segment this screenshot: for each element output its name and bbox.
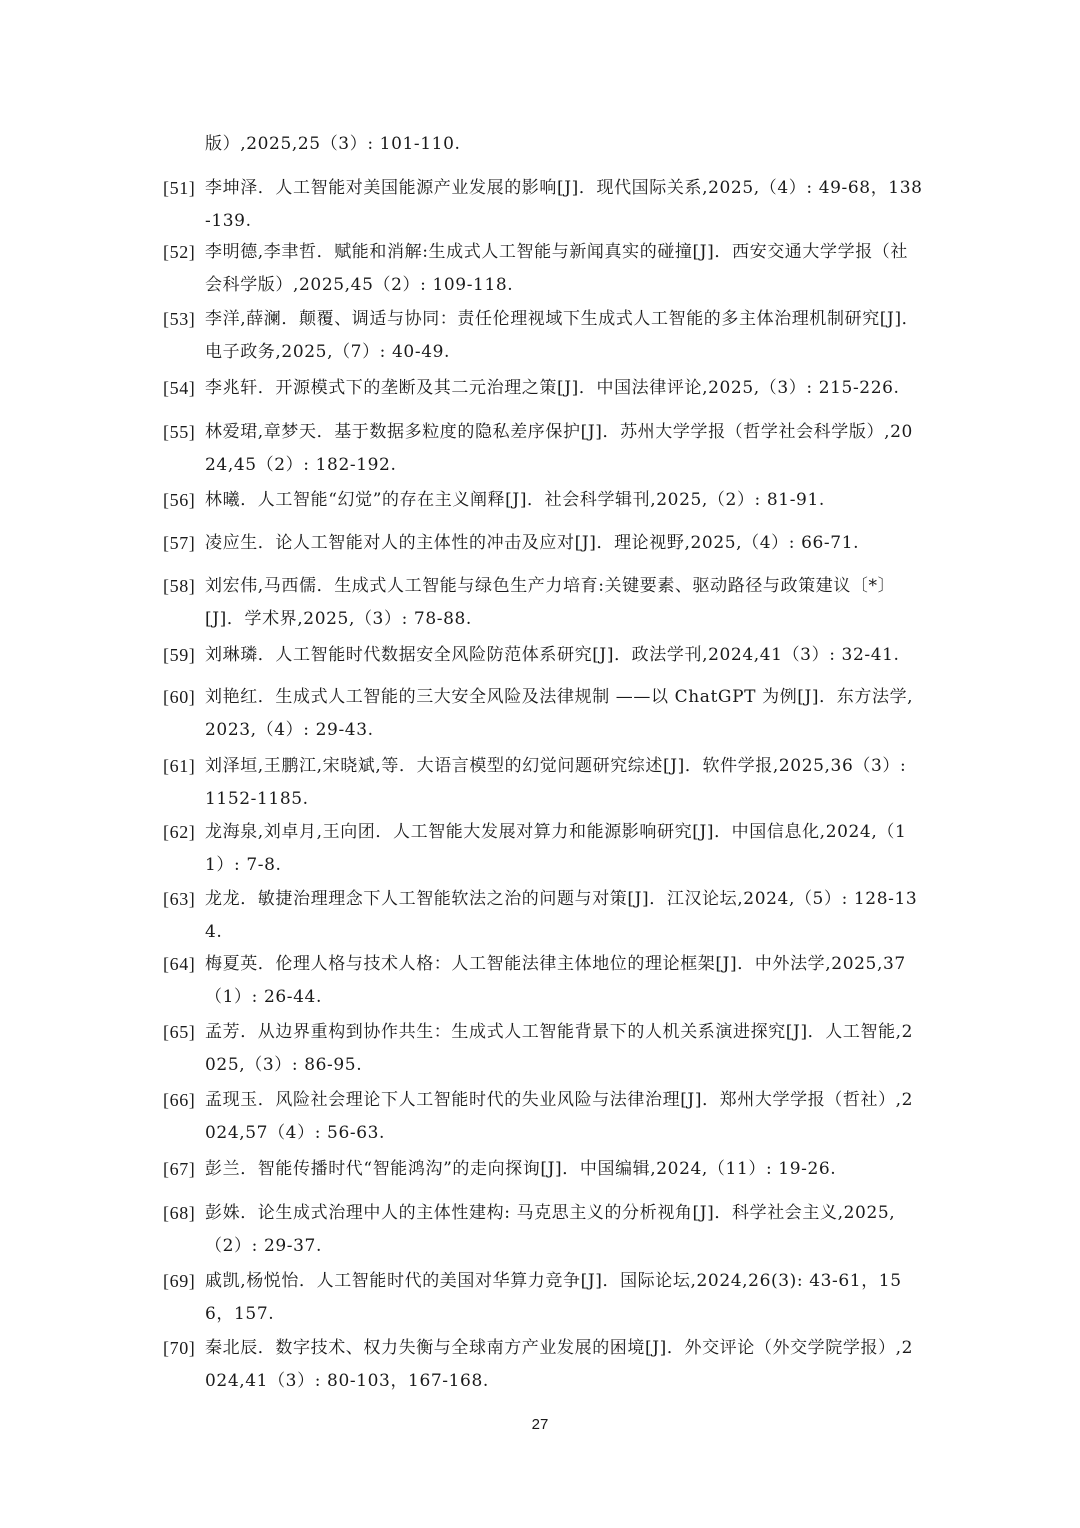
reference-item (163, 1153, 923, 1186)
reference-item (163, 236, 923, 302)
reference-text: 刘琳璘．人工智能时代数据安全风险防范体系研究[J]．政法学刊,2024,41（3）: 32-41. (205, 645, 900, 665)
reference-number: [70] (163, 1338, 196, 1358)
reference-number: [68] (163, 1203, 196, 1223)
reference-item (163, 1265, 923, 1331)
reference-number: [51] (163, 178, 196, 198)
reference-text: 刘宏伟,马西儒．生成式人工智能与绿色生产力培育:关键要素、驱动路径与政策建议〔*〕[J]．学术界,2025,（3）: 78-88. (205, 576, 896, 629)
reference-text: 戚凯,杨悦怡．人工智能时代的美国对华算力竞争[J]．国际论坛,2024,26(3): 43-61，156，157. (205, 1271, 902, 1324)
reference-item (163, 639, 923, 672)
reference-text: 李兆轩．开源模式下的垄断及其二元治理之策[J]．中国法律评论,2025,（3）: 215-226. (205, 378, 900, 398)
reference-text: 李明德,李聿哲．赋能和消解:生成式人工智能与新闻真实的碰撞[J]．西安交通大学学报（社会科学版）,2025,45（2）: 109-118. (205, 242, 909, 295)
reference-text: 龙海泉,刘卓月,王向团．人工智能大发展对算力和能源影响研究[J]．中国信息化,2024,（11）: 7-8. (205, 822, 907, 875)
reference-item (163, 1016, 923, 1082)
reference-number: [58] (163, 576, 196, 596)
reference-item (163, 172, 923, 238)
reference-text: 龙龙．敏捷治理理念下人工智能软法之治的问题与对策[J]．江汉论坛,2024,（5）: 128-134. (205, 889, 918, 942)
reference-item (163, 816, 923, 882)
reference-number: [61] (163, 756, 196, 776)
reference-item (163, 883, 923, 949)
reference-text: 彭兰．智能传播时代“智能鸿沟”的走向探询[J]．中国编辑,2024,（11）: 19-26. (205, 1159, 837, 1179)
reference-text: 林爱珺,章梦天．基于数据多粒度的隐私差序保护[J]．苏州大学学报（哲学社会科学版）,2024,45（2）: 182-192. (205, 422, 913, 475)
reference-continuation: 版）,2025,25（3）: 101-110. (205, 134, 461, 154)
reference-item (163, 527, 923, 560)
reference-item (163, 484, 923, 517)
reference-number: [56] (163, 490, 196, 510)
reference-number: [69] (163, 1271, 196, 1291)
reference-item (163, 948, 923, 1014)
reference-item (163, 750, 923, 816)
page-number: 27 (531, 1416, 549, 1433)
reference-number: [65] (163, 1022, 196, 1042)
reference-item (163, 681, 923, 747)
reference-text: 梅夏英．伦理人格与技术人格：人工智能法律主体地位的理论框架[J]．中外法学,2025,37（1）: 26-44. (205, 954, 906, 1007)
reference-text: 李洋,薛澜．颠覆、调适与协同：责任伦理视域下生成式人工智能的多主体治理机制研究[J]．电子政务,2025,（7）: 40-49. (205, 309, 920, 362)
reference-text: 刘泽垣,王鹏江,宋晓斌,等．大语言模型的幻觉问题研究综述[J]．软件学报,2025,36（3）: 1152-1185. (205, 756, 907, 809)
reference-text: 秦北辰．数字技术、权力失衡与全球南方产业发展的困境[J]．外交评论（外交学院学报）,2024,41（3）: 80-103，167-168. (205, 1338, 914, 1391)
reference-text: 李坤泽．人工智能对美国能源产业发展的影响[J]．现代国际关系,2025,（4）: 49-68，138-139. (205, 178, 923, 231)
reference-number: [55] (163, 422, 196, 442)
reference-number: [66] (163, 1090, 196, 1110)
reference-number: [60] (163, 687, 196, 707)
reference-number: [59] (163, 645, 196, 665)
reference-number: [53] (163, 309, 196, 329)
reference-text: 孟芳．从边界重构到协作共生：生成式人工智能背景下的人机关系演进探究[J]．人工智能,2025,（3）: 86-95. (205, 1022, 914, 1075)
reference-number: [52] (163, 242, 196, 262)
reference-item (163, 570, 923, 636)
reference-item (163, 1332, 923, 1398)
reference-text: 凌应生．论人工智能对人的主体性的冲击及应对[J]．理论视野,2025,（4）: 66-71. (205, 533, 860, 553)
reference-item (163, 1084, 923, 1150)
reference-number: [54] (163, 378, 196, 398)
reference-number: [57] (163, 533, 196, 553)
reference-item (163, 372, 923, 405)
reference-number: [67] (163, 1159, 196, 1179)
reference-text: 林曦．人工智能“幻觉”的存在主义阐释[J]．社会科学辑刊,2025,（2）: 81-91. (205, 490, 825, 510)
reference-number: [64] (163, 954, 196, 974)
reference-text: 彭姝．论生成式治理中人的主体性建构: 马克思主义的分析视角[J]．科学社会主义,2025,（2）: 29-37. (205, 1203, 896, 1256)
reference-number: [63] (163, 889, 196, 909)
reference-item (163, 1197, 923, 1263)
reference-text: 孟现玉．风险社会理论下人工智能时代的失业风险与法律治理[J]．郑州大学学报（哲社）,2024,57（4）: 56-63. (205, 1090, 914, 1143)
reference-number: [62] (163, 822, 196, 842)
reference-item (163, 416, 923, 482)
reference-text: 刘艳红．生成式人工智能的三大安全风险及法律规制 ——以 ChatGPT 为例[J]．东方法学,2023,（4）: 29-43. (205, 687, 914, 740)
reference-item (163, 303, 923, 369)
